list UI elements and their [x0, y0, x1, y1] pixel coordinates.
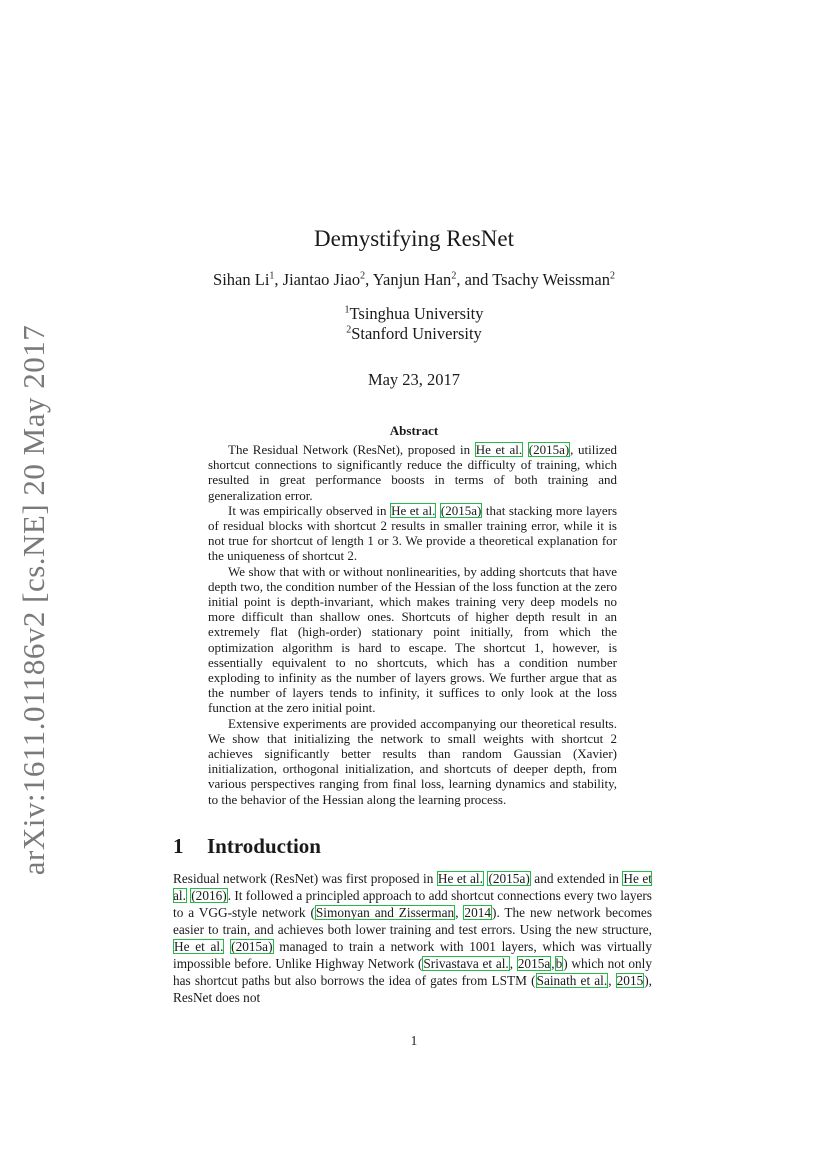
- citation-link[interactable]: Simonyan and Zisserman: [315, 905, 455, 920]
- author-affiliation-mark: 1: [269, 270, 275, 282]
- affiliation-2: $^2$Stanford University: [346, 324, 482, 343]
- author-separator: , and: [456, 270, 493, 289]
- text-run: ). The new network becomes easier to train, and achieves both lower training and test errors. Using the new structure,: [173, 905, 652, 937]
- abstract-paragraph: [208, 503, 617, 564]
- citation-link[interactable]: Sainath et al.: [536, 973, 608, 988]
- citation-link[interactable]: b: [555, 956, 563, 971]
- text-run: It was empirically observed in: [228, 502, 391, 518]
- page-number: 1: [410, 1033, 418, 1048]
- text-run: ,: [551, 956, 555, 971]
- citation-link[interactable]: (2015a): [440, 502, 482, 518]
- citation-link[interactable]: (2015a): [231, 939, 273, 954]
- text-run: Extensive experiments are provided accompanying our theoretical results. We show that initializing the network to small weights with shortcut 2 achieves significantly better results than random Gaussian (Xavier) initialization, orthogonal initialization, and shortcuts of deeper depth, from various perspectives ranging from final loss, learning dynamics and stability, to the behavior of the Hessian along the learning process.: [208, 715, 617, 807]
- section-number: 1: [173, 834, 184, 858]
- author-affiliation-mark: 2: [451, 270, 457, 282]
- abstract-heading: Abstract: [389, 423, 439, 438]
- citation-link[interactable]: He et al.: [173, 871, 652, 903]
- text-run: The Residual Network (ResNet), proposed in: [228, 442, 475, 457]
- author-separator: ,: [274, 270, 283, 289]
- paper-title: Demystifying ResNet: [314, 226, 514, 251]
- abstract-body: [208, 442, 617, 807]
- text-run: that stacking more layers of residual blocks with shortcut 2 results in smaller training error, while it is not true for shortcut of length 1 or 3. We provide a theoretical explanation for the uniqueness of shortcut 2.: [208, 502, 618, 564]
- abstract-paragraph: [208, 716, 617, 807]
- author-list: [0, 270, 828, 290]
- introduction-paragraph: [173, 870, 652, 1006]
- text-run: , utilized shortcut connections to significantly reduce the difficulty of training, which resulted in great performance boosts in terms of both training and generalization error.: [208, 442, 618, 503]
- text-run: Residual network (ResNet) was first proposed in: [173, 871, 437, 886]
- citation-link[interactable]: (2016): [191, 888, 227, 903]
- abstract-paragraph: [208, 442, 617, 503]
- citation-link[interactable]: (2015a): [488, 871, 530, 886]
- citation-link[interactable]: 2014: [464, 905, 492, 920]
- author-name: Tsachy Weissman: [492, 270, 610, 289]
- introduction-body: [173, 870, 652, 1006]
- text-run: ) which not only has shortcut paths but also borrows the idea of gates from LSTM (: [173, 956, 652, 988]
- abstract-paragraph: [208, 564, 617, 716]
- citation-link[interactable]: He et al.: [475, 442, 523, 457]
- text-run: and extended in: [530, 871, 623, 886]
- author-separator: ,: [365, 270, 373, 289]
- citation-link[interactable]: 2015a: [517, 956, 551, 971]
- text-run: We show that with or without nonlinearities, by adding shortcuts that have depth two, the condition number of the Hessian of the loss function at the zero initial point is depth-invariant, which makes training very deep models no more difficult than shallow ones. Shortcuts of higher depth result in an extremely flat (high-order) stationary point initially, from which the optimization algorithm is hard to escape. The shortcut 1, however, is essentially equivalent to no shortcuts, which has a condition number exploding to infinity as the number of layers grows. We further argue that as the number of layers tends to infinity, it suffices to only look at the loss function at the zero initial point.: [208, 563, 617, 716]
- author-affiliation-mark: 2: [360, 270, 366, 282]
- text-run: ,: [455, 905, 464, 920]
- section-heading: [173, 834, 321, 859]
- author-affiliation-mark: 2: [609, 270, 615, 282]
- arxiv-identifier-text: arXiv:1611.01186v2 [cs.NE] 20 May 2017: [16, 324, 51, 875]
- author-name: Jiantao Jiao: [282, 270, 361, 289]
- publication-date: May 23, 2017: [367, 370, 461, 389]
- author-name: Sihan Li: [213, 270, 270, 289]
- citation-link[interactable]: 2015: [616, 973, 644, 988]
- text-run: ), ResNet does not: [173, 973, 652, 1005]
- text-run: managed to train a network with 1001 layers, which was virtually impossible before. Unlike Highway Network (: [173, 939, 653, 971]
- text-run: . It followed a principled approach to add shortcut connections every two layers to a VGG-style network (: [173, 888, 652, 920]
- citation-link[interactable]: Srivastava et al.: [423, 956, 509, 971]
- citation-link[interactable]: He et al.: [391, 502, 436, 518]
- affiliation-1: $^1$Tsinghua University: [344, 304, 484, 323]
- citation-link[interactable]: (2015a): [528, 442, 570, 457]
- text-run: ,: [509, 956, 517, 971]
- section-title: Introduction: [207, 834, 321, 858]
- citation-link[interactable]: He et al.: [174, 939, 224, 954]
- author-name: Yanjun Han: [372, 270, 452, 289]
- citation-link[interactable]: He et al.: [437, 871, 483, 886]
- text-run: ,: [608, 973, 616, 988]
